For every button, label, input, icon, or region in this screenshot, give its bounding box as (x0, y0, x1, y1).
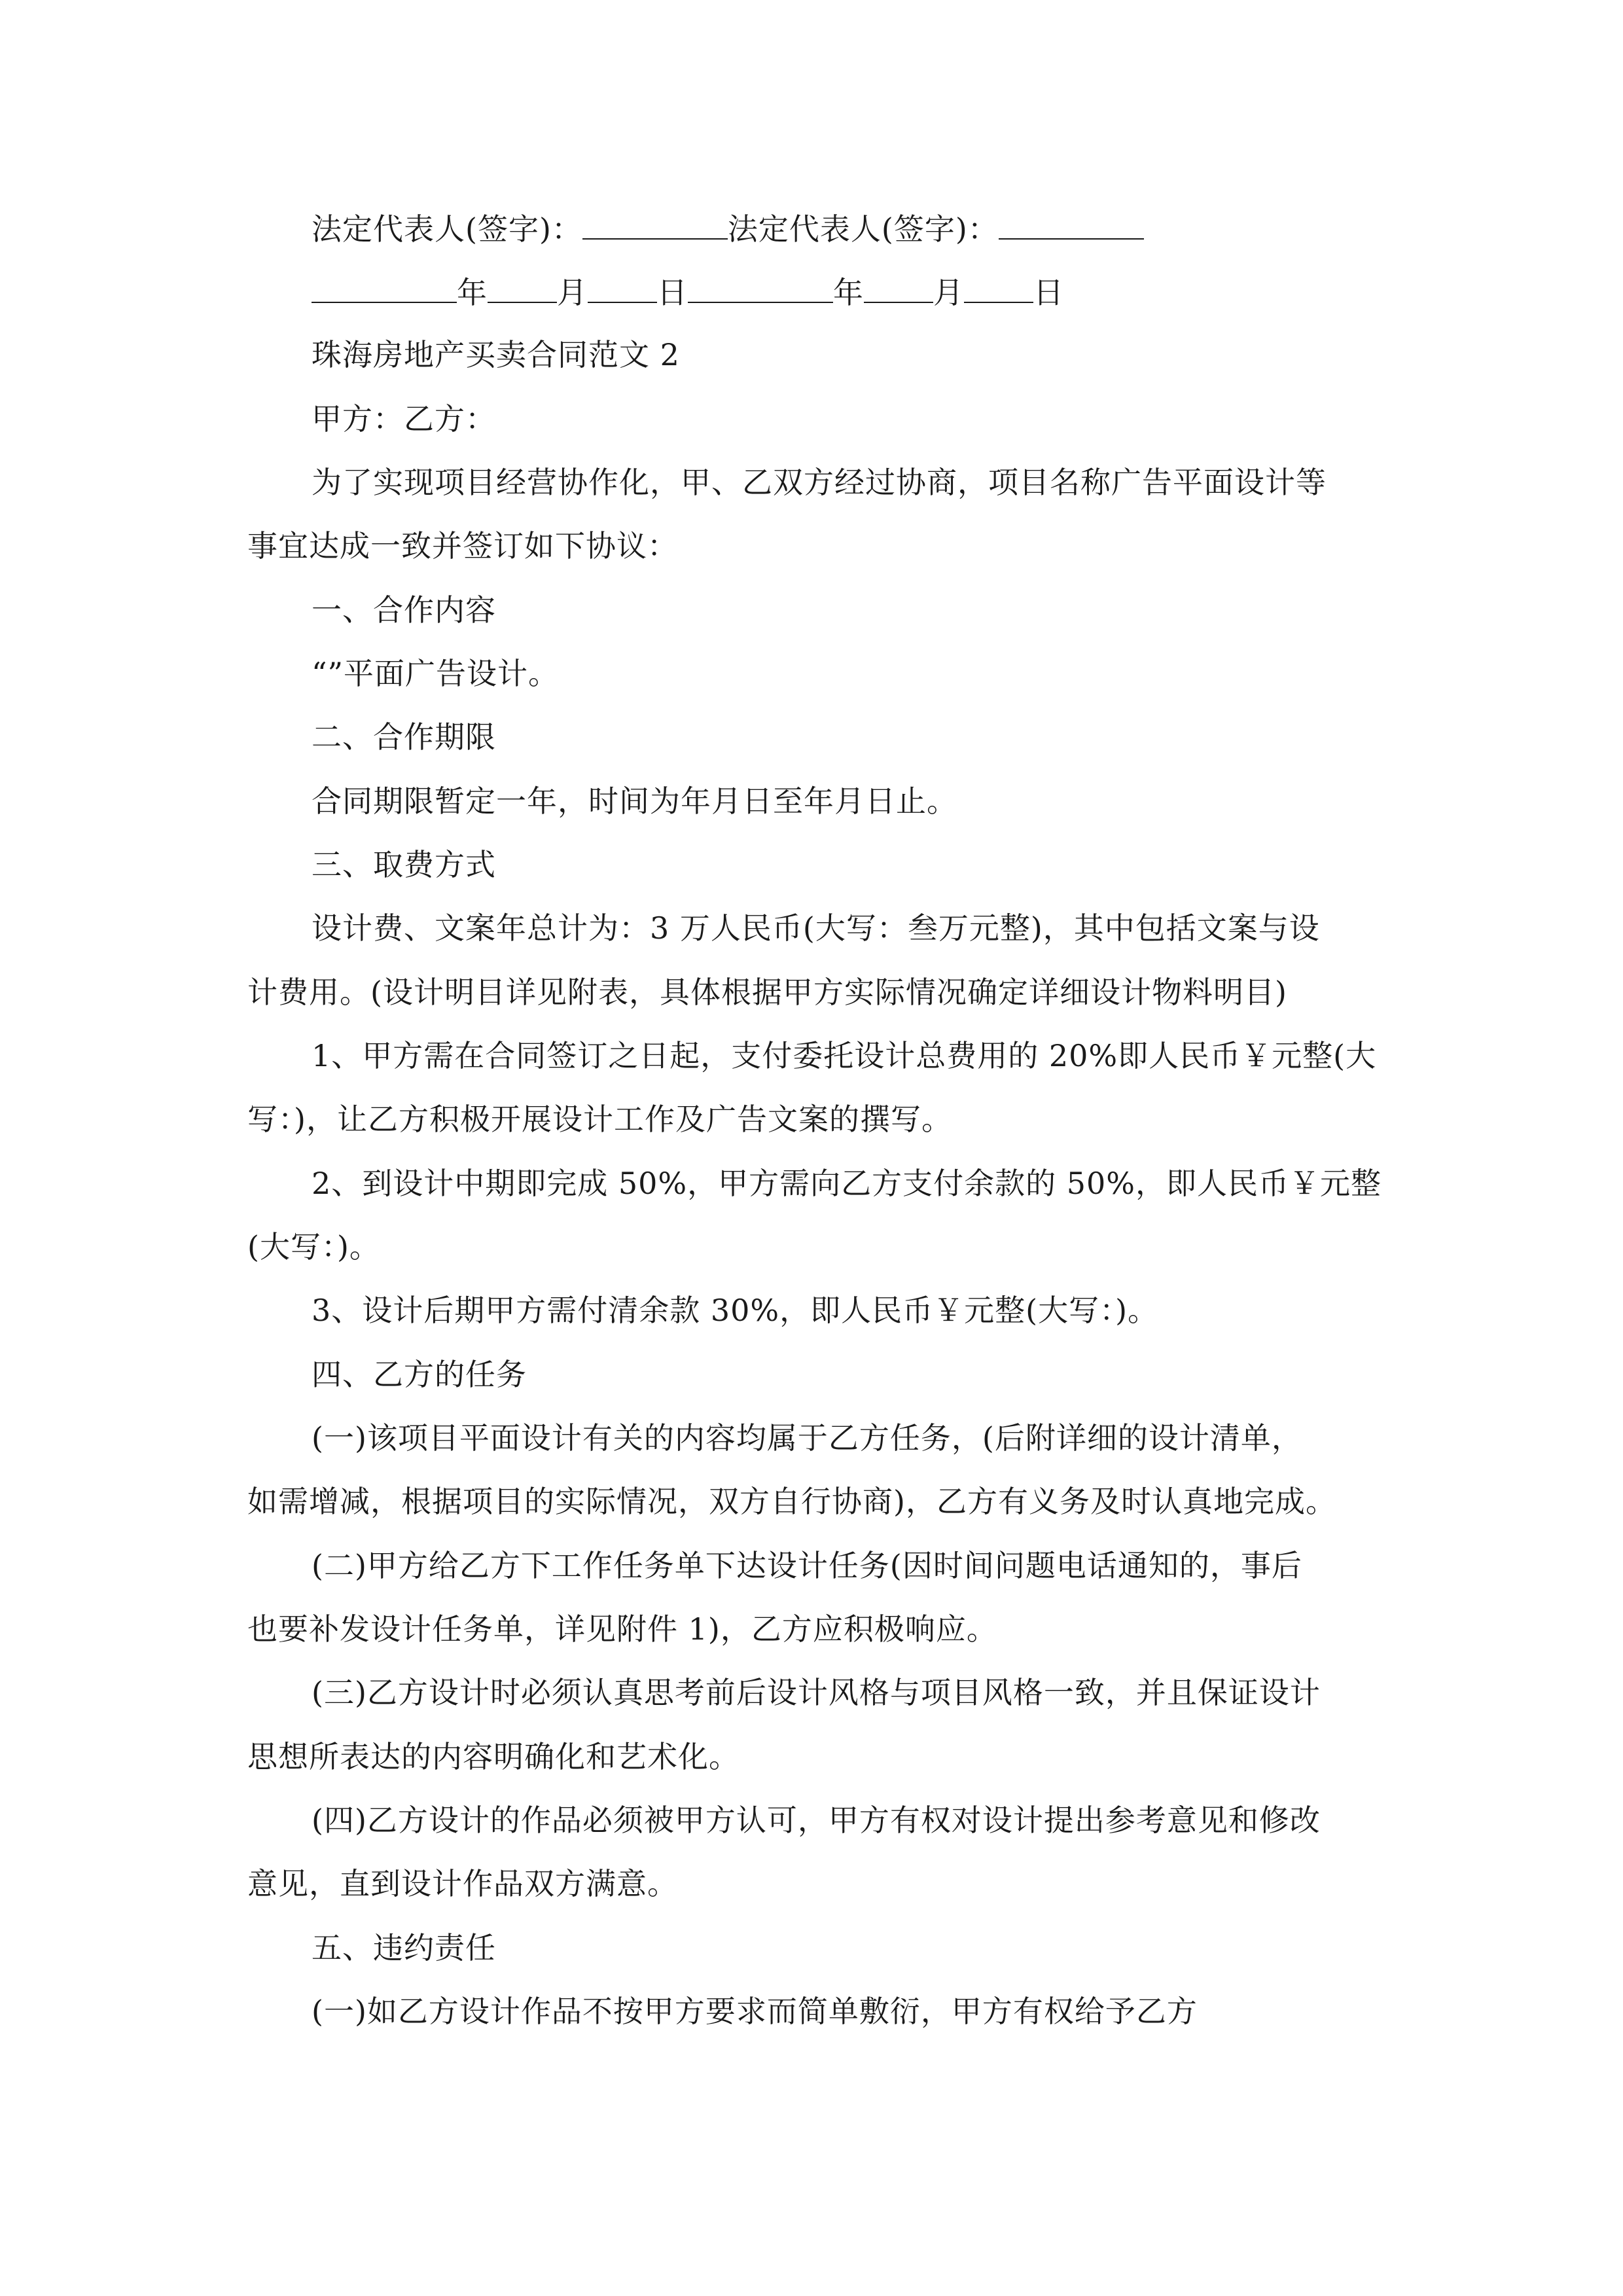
preamble-line: 事宜达成一致并签订如下协议： (247, 528, 678, 564)
payment-clause: 写：)，让乙方积极开展设计工作及广告文案的撰写。 (247, 1102, 952, 1137)
payment-clause: 2、到设计中期即完成 50%，甲方需向乙方支付余款的 50%，即人民币￥元整 (312, 1166, 1382, 1201)
day-blank-party-b[interactable] (964, 272, 1033, 303)
body-line: 设计费、文案年总计为：3 万人民币(大写：叁万元整)，其中包括文案与设 (312, 910, 1320, 946)
signature-blank-party-b[interactable] (999, 208, 1144, 240)
task-clause: 思想所表达的内容明确化和艺术化。 (247, 1739, 740, 1774)
signature-blank-party-a[interactable] (582, 208, 728, 240)
section-heading: 一、合作内容 (312, 592, 496, 628)
month-label: 月 (557, 275, 588, 310)
task-clause: 也要补发设计任务单，详见附件 1)，乙方应积极响应。 (247, 1611, 997, 1647)
section-heading: 二、合作期限 (312, 719, 496, 755)
preamble-line: 为了实现项目经营协作化，甲、乙双方经过协商，项目名称广告平面设计等 (312, 465, 1327, 500)
month-blank-party-a[interactable] (488, 272, 557, 303)
parties-line: 甲方：乙方： (312, 401, 496, 437)
day-label: 日 (1033, 275, 1064, 310)
year-label: 年 (457, 275, 488, 310)
section-heading: 三、取费方式 (312, 847, 496, 882)
section-heading: 四、乙方的任务 (312, 1357, 527, 1392)
task-clause: (一)该项目平面设计有关的内容均属于乙方任务，(后附详细的设计清单， (312, 1420, 1302, 1456)
legal-rep-label-party-b: 法定代表人(签字)： (727, 211, 999, 247)
day-label: 日 (657, 275, 688, 310)
body-line: 计费用。(设计明目详见附表，具体根据甲方实际情况确定详细设计物料明目) (247, 975, 1287, 1010)
month-label: 月 (933, 275, 964, 310)
task-clause: (二)甲方给乙方下工作任务单下达设计任务(因时间问题电话通知的，事后 (312, 1548, 1302, 1583)
signature-line (312, 208, 1144, 249)
task-clause: 意见，直到设计作品双方满意。 (247, 1866, 678, 1901)
year-blank-party-a[interactable] (312, 272, 457, 303)
month-blank-party-b[interactable] (864, 272, 933, 303)
year-label: 年 (833, 275, 864, 310)
payment-clause: 1、甲方需在合同签订之日起，支付委托设计总费用的 20%即人民币￥元整(大 (312, 1038, 1377, 1073)
payment-clause: (大写：)。 (247, 1229, 380, 1265)
task-clause: 如需增减，根据项目的实际情况，双方自行协商)，乙方有义务及时认真地完成。 (247, 1484, 1336, 1519)
year-blank-party-b[interactable] (688, 272, 833, 303)
day-blank-party-a[interactable] (588, 272, 657, 303)
contract-title: 珠海房地产买卖合同范文 2 (312, 337, 680, 372)
body-line: “”平面广告设计。 (312, 656, 560, 691)
body-line: 合同期限暂定一年，时间为年月日至年月日止。 (312, 783, 957, 819)
payment-clause: 3、设计后期甲方需付清余款 30%，即人民币￥元整(大写：)。 (312, 1293, 1159, 1328)
section-heading: 五、违约责任 (312, 1930, 496, 1965)
task-clause: (三)乙方设计时必须认真思考前后设计风格与项目风格一致，并且保证设计 (312, 1675, 1321, 1710)
legal-rep-label-party-a: 法定代表人(签字)： (312, 211, 582, 247)
liability-clause: (一)如乙方设计作品不按甲方要求而简单敷衍，甲方有权给予乙方 (312, 1994, 1198, 2029)
task-clause: (四)乙方设计的作品必须被甲方认可，甲方有权对设计提出参考意见和修改 (312, 1803, 1321, 1838)
date-line (312, 272, 1064, 312)
